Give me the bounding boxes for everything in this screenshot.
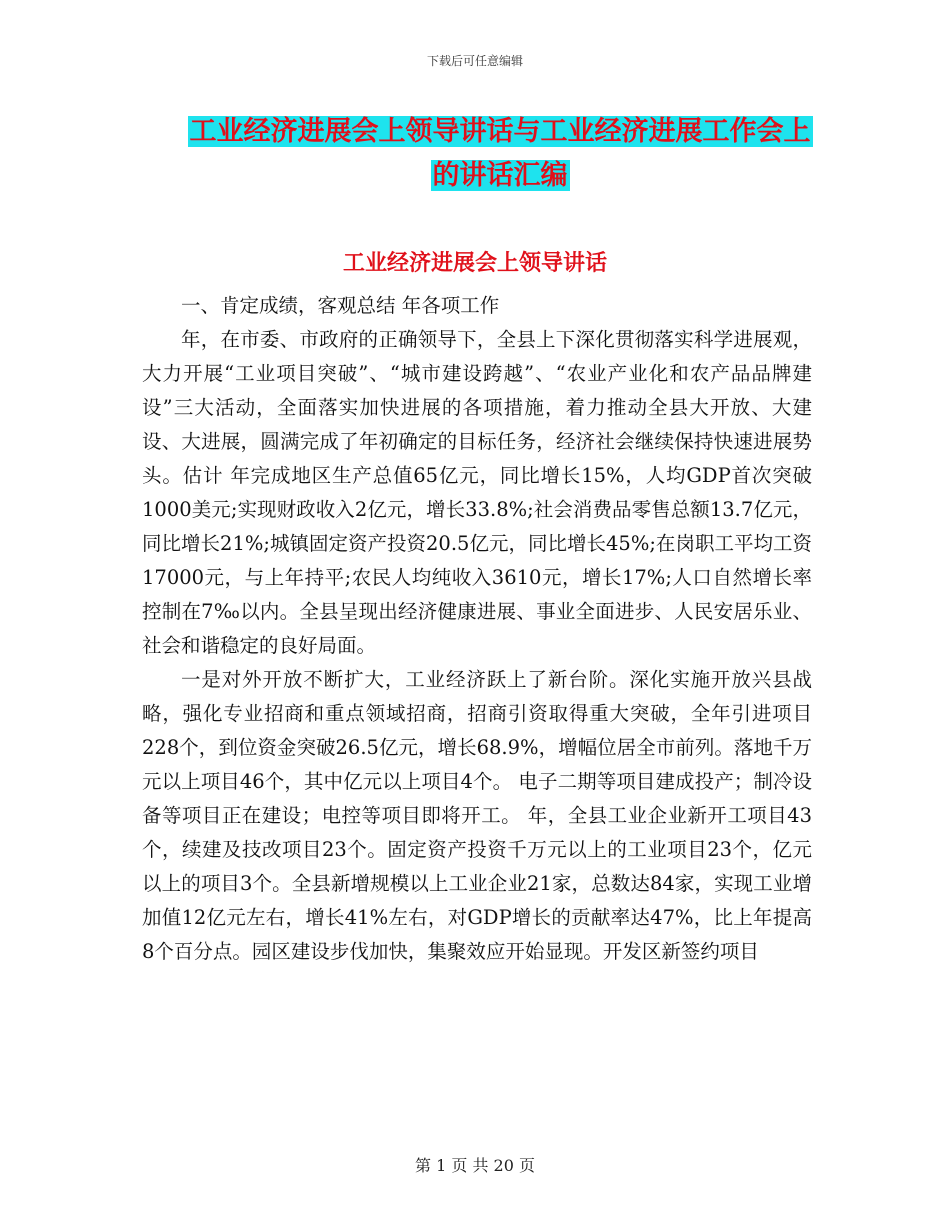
body-paragraph: 年，在市委、市政府的正确领导下，全县上下深化贯彻落实科学进展观，大力开展“工业项目突破”、“城市建设跨越”、“农业产业化和农产品品牌建设”三大活动，全面落实加快进展的各项措施，着力推动全县大开放、大建设、大进展，圆满完成了年初确定的目标任务，经济社会继续保持快速进展势头。估计 年完成地区生产总值65亿元，同比增长15%，人均GDP首次突破1000美元;实现财政收入2亿元，增长33.8%;社会消费品零售总额13.7亿元，同比增长21%;城镇固定资产投资20.5亿元，同比增长45%;在岗职工平均工资17000元，与上年持平;农民人均纯收入3610元，增长17%;人口自然增长率控制在7‰以内。全县呈现出经济健康进展、事业全面进步、人民安居乐业、社会和谐稳定的良好局面。 xyxy=(142,328,812,657)
body-paragraph: 一是对外开放不断扩大，工业经济跃上了新台阶。深化实施开放兴县战略，强化专业招商和重点领域招商，招商引资取得重大突破，全年引进项目228个，到位资金突破26.5亿元，增长68.9%，增幅位居全市前列。落地千万元以上项目46个，其中亿元以上项目4个。 电子二期等项目建成投产；制冷设备等项目正在建设；电控等项目即将开工。 年，全县工业企业新开工项目43个，续建及技改项目23个。固定资产投资千万元以上的工业项目23个，亿元以上的项目3个。全县新增规模以上工业企业21家，总数达84家，实现工业增加值12亿元左右，增长41%左右，对GDP增长的贡献率达47%，比上年提高8个百分点。园区建设步伐加快，集聚效应开始显现。开发区新签约项目 xyxy=(142,668,812,963)
section-heading: 工业经济进展会上领导讲话 xyxy=(342,250,607,276)
body-paragraph: 一、肯定成绩，客观总结 年各项工作 xyxy=(181,294,500,317)
document-body xyxy=(142,289,812,969)
page-number-footer: 第 1 页 共 20 页 xyxy=(415,1156,535,1175)
document-title xyxy=(180,110,820,198)
page-header-note: 下载后可任意编辑 xyxy=(426,54,523,68)
document-title-line-2: 的讲话汇编 xyxy=(432,160,568,191)
document-title-line-1: 工业经济进展会上领导讲话与工业经济进展工作会上 xyxy=(189,116,811,147)
